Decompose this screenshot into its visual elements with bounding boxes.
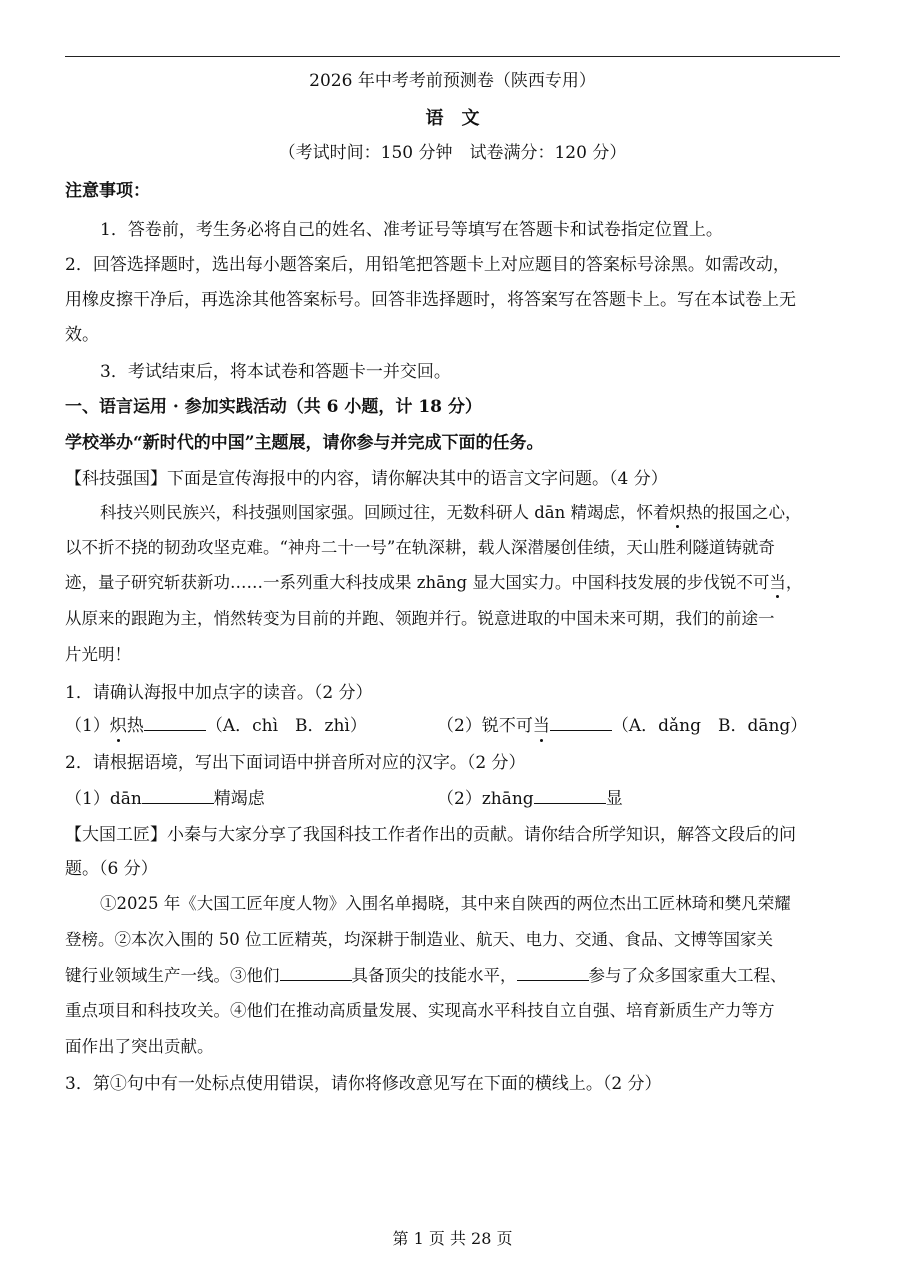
question-2-sub-1: （1）dān 精竭虑 [65,784,265,809]
answer-blank[interactable] [534,786,606,804]
question-2-sub-2: （2）zhāng 显 [437,784,623,809]
task-1-label: 【科技强国】下面是宣传海报中的内容，请你解决其中的语言文字问题。（4 分） [65,469,668,489]
exam-info: （考试时间：150 分钟 试卷满分：120 分） [278,143,627,163]
note-item-2-line-2: 用橡皮擦干净后，再选涂其他答案标号。回答非选择题时，将答案写在答题卡上。写在本试卷上无 [65,290,796,310]
poster-line-1: 科技兴则民族兴，科技强则国家强。回顾过往，无数科研人 dān 精竭虑，怀着炽热的报国之心， [100,503,802,522]
answer-blank[interactable] [517,963,589,981]
note-item-2-line-3: 效。 [65,325,99,345]
passage-line-2: 登榜。②本次入围的 50 位工匠精英，均深耕于制造业、航天、电力、交通、食品、文博等国家关 [65,930,773,949]
poster-line-3: 迹，量子研究斩获新功……一系列重大科技成果 zhāng 显大国实力。中国科技发展的步伐锐不可当， [65,573,803,592]
task-2-label-line-2: 题。（6 分） [65,859,158,879]
dotted-char: 炽 [109,716,127,736]
task-2-label-line-1: 【大国工匠】小秦与大家分享了我国科技工作者作出的贡献。请你结合所学知识，解答文段后的问 [65,825,796,845]
subject-title: 语 文 [425,108,480,129]
note-item-3: 3．考试结束后，将本试卷和答题卡一并交回。 [100,362,451,382]
answer-blank[interactable] [144,713,206,731]
passage-line-3: 键行业领域生产一线。③他们 具备顶尖的技能水平， 参与了众多国家重大工程、 [65,962,787,986]
question-1-stem: 1．请确认海报中加点字的读音。（2 分） [65,683,373,703]
page-footer: 第 1 页 共 28 页 [392,1229,513,1248]
note-item-2-line-1: 2．回答选择题时，选出每小题答案后，用铅笔把答题卡上对应题目的答案标号涂黑。如需改动， [65,255,790,275]
answer-blank[interactable] [550,713,612,731]
notes-heading: 注意事项： [65,181,150,201]
exam-title: 2026 年中考考前预测卷（陕西专用） [309,71,596,91]
question-3-stem: 3．第①句中有一处标点使用错误，请你将修改意见写在下面的横线上。（2 分） [65,1074,662,1094]
poster-line-2: 以不折不挠的韧劲攻坚克难。“神舟二十一号”在轨深耕，载人深潜屡创佳绩，天山胜利隧道铸就奇 [65,538,775,557]
answer-blank[interactable] [142,786,214,804]
dotted-char: 当 [769,573,786,592]
passage-line-4: 重点项目和科技攻关。④他们在推动高质量发展、实现高水平科技自立自强、培育新质生产力等方 [65,1001,775,1020]
answer-blank[interactable] [280,963,352,981]
poster-line-4: 从原来的跟跑为主，悄然转变为目前的并跑、领跑并行。锐意进取的中国未来可期，我们的前途一 [65,609,775,628]
question-2-stem: 2．请根据语境，写出下面词语中拼音所对应的汉字。（2 分） [65,753,526,773]
dotted-char: 当 [532,716,550,736]
passage-line-5: 面作出了突出贡献。 [65,1037,214,1056]
header-rule [65,56,840,57]
section-1-intro: 学校举办“新时代的中国”主题展，请你参与并完成下面的任务。 [65,433,544,453]
poster-line-5: 片光明！ [65,645,131,664]
section-1-heading: 一、语言运用 · 参加实践活动（共 6 小题，计 18 分） [65,397,482,417]
passage-line-1: ①2025 年《大国工匠年度人物》入围名单揭晓，其中来自陕西的两位杰出工匠林琦和樊凡荣耀 [100,894,791,913]
question-1-sub-2: （2）锐不可当 （A．dǎng B．dāng） [437,711,807,736]
dotted-char: 炽 [669,503,687,522]
question-1-sub-1: （1）炽热 （A．chì B．zhì） [65,711,367,736]
note-item-1: 1．答卷前，考生务必将自己的姓名、准考证号等填写在答题卡和试卷指定位置上。 [100,220,723,240]
